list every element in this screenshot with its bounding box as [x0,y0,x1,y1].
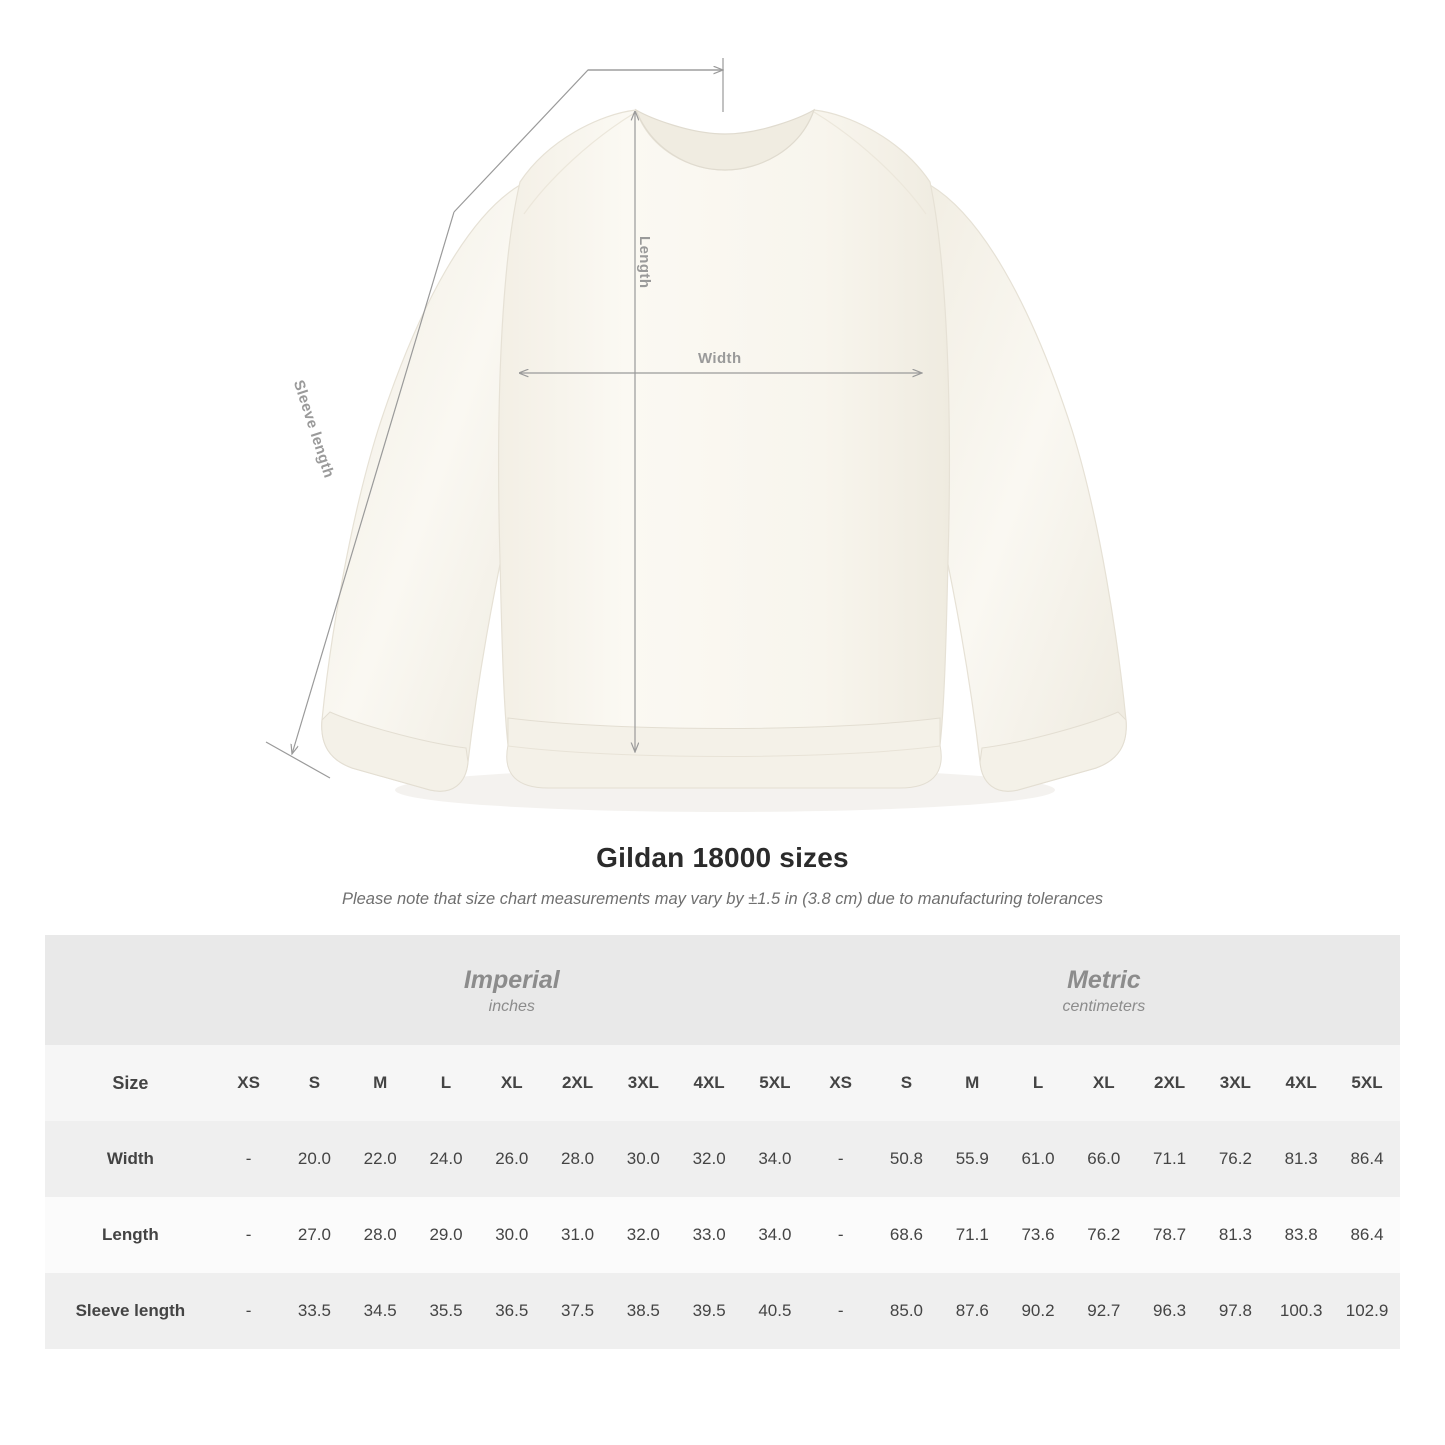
sleeve-imperial-5xl: 40.5 [742,1273,808,1349]
unit-header-row [45,935,1400,1045]
width-metric-xl: 66.0 [1071,1121,1137,1197]
imperial-unit-name: Imperial [463,966,560,995]
sleeve-metric-m: 87.6 [939,1273,1005,1349]
header-imperial-2xl: 2XL [545,1045,611,1121]
length-imperial-xl: 30.0 [479,1197,545,1273]
length-imperial-m: 28.0 [347,1197,413,1273]
width-imperial-l: 24.0 [413,1121,479,1197]
metric-unit-name: Metric [1067,966,1141,995]
sleeve-imperial-l: 35.5 [413,1273,479,1349]
sleeve-metric-4xl: 100.3 [1268,1273,1334,1349]
width-imperial-2xl: 28.0 [545,1121,611,1197]
width-metric-l: 61.0 [1005,1121,1071,1197]
length-imperial-l: 29.0 [413,1197,479,1273]
table-row [45,1197,1400,1273]
width-imperial-xs: - [216,1121,282,1197]
header-metric-xs: XS [808,1045,874,1121]
size-table [45,935,1400,1349]
length-imperial-5xl: 34.0 [742,1197,808,1273]
width-metric-xs: - [808,1121,874,1197]
sleeve-metric-2xl: 96.3 [1137,1273,1203,1349]
header-size: Size [45,1045,216,1121]
table-row [45,1121,1400,1197]
row-label-length: Length [45,1197,216,1273]
sleeve-imperial-2xl: 37.5 [545,1273,611,1349]
sleeve-metric-s: 85.0 [874,1273,940,1349]
length-metric-2xl: 78.7 [1137,1197,1203,1273]
width-metric-s: 50.8 [874,1121,940,1197]
size-table-wrapper [45,935,1400,1349]
sleeve-imperial-3xl: 38.5 [610,1273,676,1349]
length-metric-xl: 76.2 [1071,1197,1137,1273]
header-imperial-3xl: 3XL [610,1045,676,1121]
header-metric-xl: XL [1071,1045,1137,1121]
length-metric-4xl: 83.8 [1268,1197,1334,1273]
header-metric-l: L [1005,1045,1071,1121]
header-metric-2xl: 2XL [1137,1045,1203,1121]
header-imperial-xl: XL [479,1045,545,1121]
width-metric-3xl: 76.2 [1202,1121,1268,1197]
width-metric-5xl: 86.4 [1334,1121,1400,1197]
tolerance-note: Please note that size chart measurements may vary by ±1.5 in (3.8 cm) due to manufacturing tolerances [341,890,1104,908]
length-imperial-2xl: 31.0 [545,1197,611,1273]
imperial-unit-header [216,935,808,1045]
header-imperial-4xl: 4XL [676,1045,742,1121]
length-metric-xs: - [808,1197,874,1273]
header-metric-m: M [939,1045,1005,1121]
unit-header-spacer [45,935,216,1045]
sleeve-imperial-s: 33.5 [282,1273,348,1349]
row-label-width: Width [45,1121,216,1197]
sleeve-imperial-4xl: 39.5 [676,1273,742,1349]
imperial-unit-sub: inches [488,997,535,1015]
width-imperial-3xl: 30.0 [610,1121,676,1197]
table-row [45,1273,1400,1349]
width-imperial-s: 20.0 [282,1121,348,1197]
length-dimension-label: Length [636,236,653,289]
metric-unit-sub: centimeters [1062,997,1146,1015]
header-imperial-xs: XS [216,1045,282,1121]
length-imperial-3xl: 32.0 [610,1197,676,1273]
sleeve-length-dimension-label: Sleeve length [289,378,338,481]
width-metric-4xl: 81.3 [1268,1121,1334,1197]
header-imperial-5xl: 5XL [742,1045,808,1121]
length-metric-m: 71.1 [939,1197,1005,1273]
length-metric-3xl: 81.3 [1202,1197,1268,1273]
length-imperial-s: 27.0 [282,1197,348,1273]
sleeve-imperial-m: 34.5 [347,1273,413,1349]
title-block [0,842,1445,909]
row-label-sleeve-length: Sleeve length [45,1273,216,1349]
length-imperial-xs: - [216,1197,282,1273]
header-metric-s: S [874,1045,940,1121]
page-title: Gildan 18000 sizes [596,842,849,873]
header-imperial-l: L [413,1045,479,1121]
length-imperial-4xl: 33.0 [676,1197,742,1273]
width-imperial-m: 22.0 [347,1121,413,1197]
sleeve-metric-3xl: 97.8 [1202,1273,1268,1349]
sleeve-metric-xl: 92.7 [1071,1273,1137,1349]
length-metric-s: 68.6 [874,1197,940,1273]
width-metric-2xl: 71.1 [1137,1121,1203,1197]
width-dimension-label: Width [698,350,742,367]
sleeve-metric-l: 90.2 [1005,1273,1071,1349]
width-imperial-5xl: 34.0 [742,1121,808,1197]
header-imperial-m: M [347,1045,413,1121]
header-metric-3xl: 3XL [1202,1045,1268,1121]
sleeve-imperial-xs: - [216,1273,282,1349]
header-metric-4xl: 4XL [1268,1045,1334,1121]
sleeve-imperial-xl: 36.5 [479,1273,545,1349]
width-imperial-xl: 26.0 [479,1121,545,1197]
column-header-row [45,1045,1400,1121]
sleeve-metric-xs: - [808,1273,874,1349]
metric-unit-header [808,935,1400,1045]
length-metric-5xl: 86.4 [1334,1197,1400,1273]
length-metric-l: 73.6 [1005,1197,1071,1273]
header-metric-5xl: 5XL [1334,1045,1400,1121]
header-imperial-s: S [282,1045,348,1121]
width-imperial-4xl: 32.0 [676,1121,742,1197]
sleeve-metric-5xl: 102.9 [1334,1273,1400,1349]
width-metric-m: 55.9 [939,1121,1005,1197]
